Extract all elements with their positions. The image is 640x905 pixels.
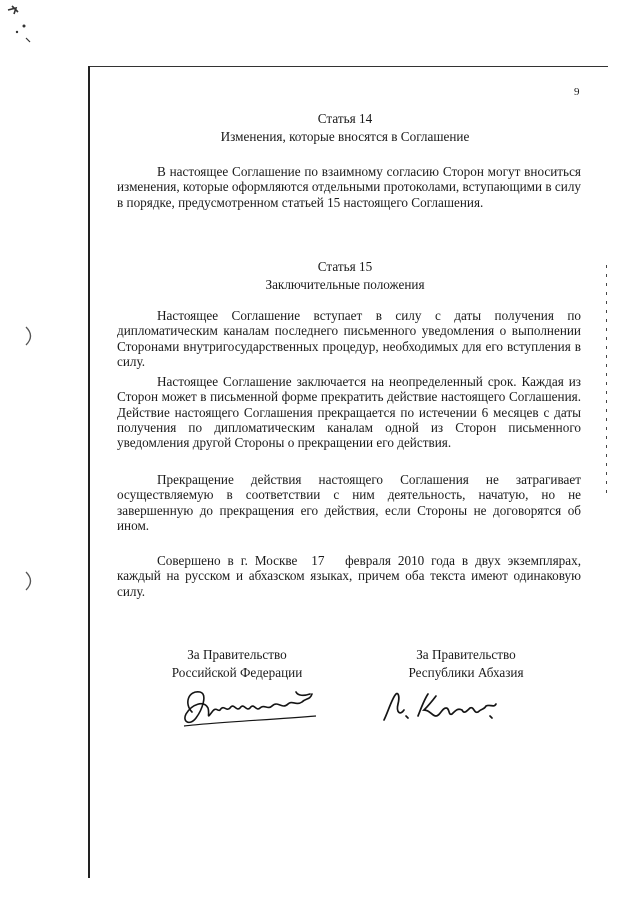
signature-ab: [378, 686, 513, 726]
scan-edge-top: [88, 66, 608, 67]
signatory-line: Республики Абхазия: [408, 665, 524, 680]
scan-edge-left: [88, 66, 90, 878]
signatory-abkhazia: [366, 646, 566, 682]
article-title: Статья 15: [317, 259, 373, 274]
signatory-line: За Правительство: [416, 647, 516, 662]
signatory-russia: [137, 646, 337, 682]
article-subtitle: Изменения, которые вносятся в Соглашение: [220, 129, 470, 144]
paragraph: Настоящее Соглашение вступает в силу с даты получения по дипломатическим каналам последнего письменного уведомления о выполнении Сторонами внутригосударственных процедур, необходимых для его вступления в силу.: [117, 308, 581, 369]
scan-edge-right: [606, 265, 607, 495]
punch-hole-mark: [22, 570, 38, 592]
article-title: Статья 14: [317, 111, 373, 126]
paragraph: Настоящее Соглашение заключается на неопределенный срок. Каждая из Сторон может в письменной форме прекратить действие настоящего Соглашения. Действие настоящего Соглашения прекращается по истечении 6 месяцев с даты получения по дипломатическим каналам одной из Сторон письменного уведомления другой Стороны о прекращении его действия.: [117, 374, 581, 451]
scan-marks: [4, 2, 34, 47]
signature-ru: [178, 682, 323, 730]
article-15-heading: [100, 258, 590, 294]
paragraph: Прекращение действия настоящего Соглашения не затрагивает осуществляемую в соответствии с ним деятельность, начатую, но не завершенную до прекращения его действия, если Стороны не договорятся об ином.: [117, 472, 581, 533]
paragraph: В настоящее Соглашение по взаимному согласию Сторон могут вноситься изменения, которые оформляются отдельными протоколами, вступающими в силу в порядке, предусмотренном статьей 15 настоящего Соглашения.: [117, 164, 581, 210]
signatory-line: Российской Федерации: [171, 665, 303, 680]
article-14-heading: [100, 110, 590, 146]
page-number: 9: [574, 86, 580, 98]
signatory-line: За Правительство: [187, 647, 287, 662]
closing-statement: Совершено в г. Москве 17 февраля 2010 года в двух экземплярах, каждый на русском и абхазском языках, причем оба текста имеют одинаковую силу.: [117, 553, 585, 599]
article-subtitle: Заключительные положения: [265, 277, 425, 292]
punch-hole-mark: [22, 325, 38, 347]
